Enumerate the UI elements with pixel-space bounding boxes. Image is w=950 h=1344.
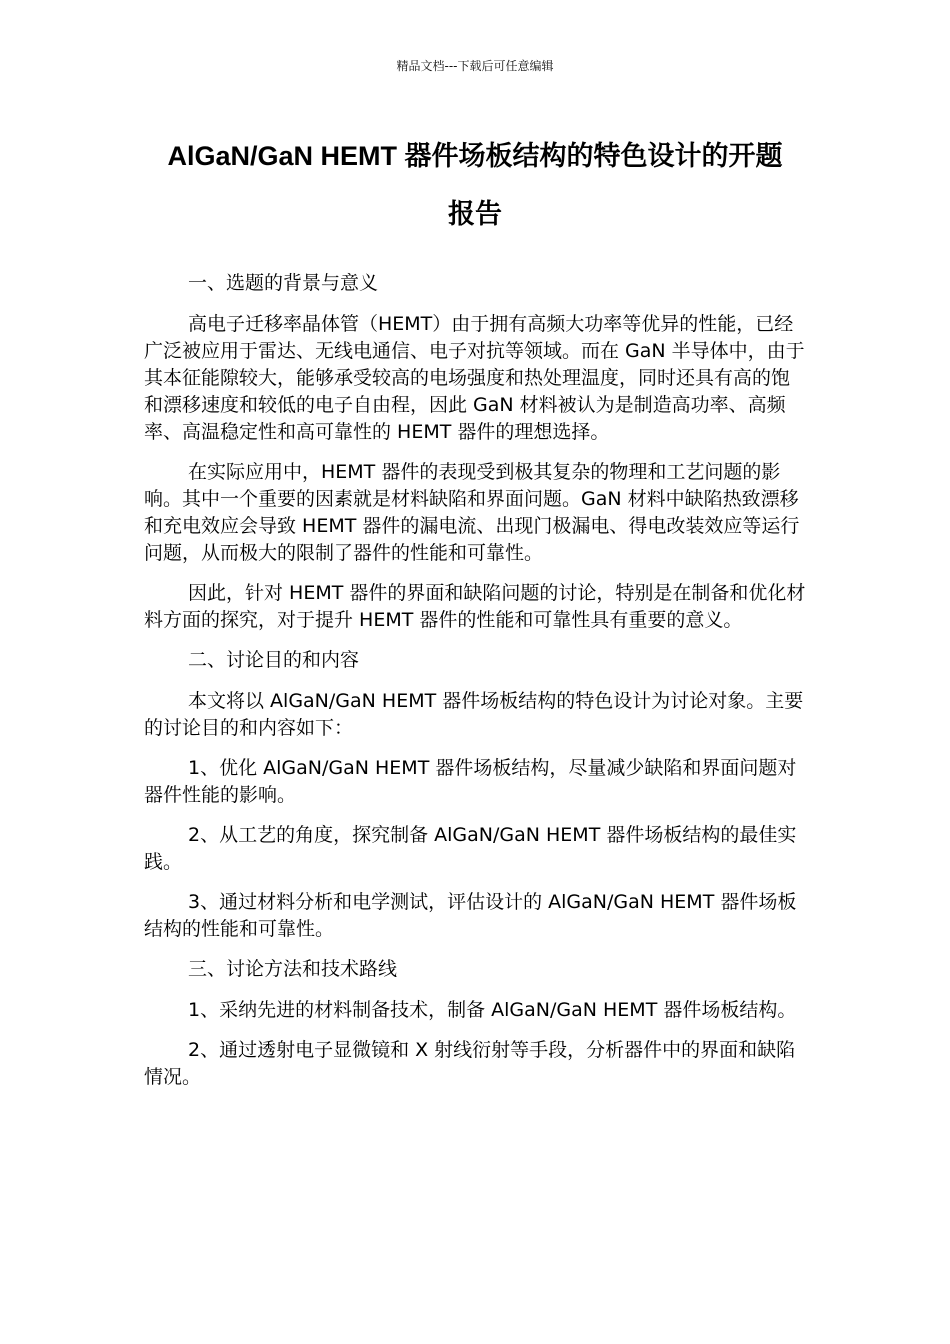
- list-item: 1、采纳先进的材料制备技术，制备 AlGaN/GaN HEMT 器件场板结构。: [188, 999, 797, 1021]
- document-body: [144, 270, 808, 1104]
- header-note: 精品文档---下载后可任意编辑: [396, 59, 554, 73]
- section-heading-objectives: 二、讨论目的和内容: [188, 649, 360, 671]
- paragraph: 本文将以 AlGaN/GaN HEMT 器件场板结构的特色设计为讨论对象。主要的讨论目的和内容如下：: [144, 690, 804, 739]
- list-item: 3、通过材料分析和电学测试，评估设计的 AlGaN/GaN HEMT 器件场板结构的性能和可靠性。: [144, 891, 797, 940]
- list-item: 2、通过透射电子显微镜和 X 射线衍射等手段，分析器件中的界面和缺陷情况。: [144, 1039, 796, 1088]
- paragraph: 高电子迁移率晶体管（HEMT）由于拥有高频大功率等优异的性能，已经广泛被应用于雷达、无线电通信、电子对抗等领域。而在 GaN 半导体中，由于其本征能隙较大，能够承受较高的电场强度和热处理温度，同时还具有高的饱和漂移速度和较低的电子自由程，因此 GaN 材料被认为是制造高功率、高频率、高温稳定性和高可靠性的 HEMT 器件的理想选择。: [144, 313, 805, 443]
- paragraph: 因此，针对 HEMT 器件的界面和缺陷问题的讨论，特别是在制备和优化材料方面的探究，对于提升 HEMT 器件的性能和可靠性具有重要的意义。: [144, 582, 806, 631]
- paragraph: 在实际应用中，HEMT 器件的表现受到极其复杂的物理和工艺问题的影响。其中一个重要的因素就是材料缺陷和界面问题。GaN 材料中缺陷热致漂移和充电效应会导致 HEMT 器件的漏电流、出现门极漏电、得电改装效应等运行问题，从而极大的限制了器件的性能和可靠性。: [144, 461, 800, 564]
- title-line-2: 报告: [448, 199, 502, 229]
- list-item: 1、优化 AlGaN/GaN HEMT 器件场板结构，尽量减少缺陷和界面问题对器件性能的影响。: [144, 757, 797, 806]
- list-item: 2、从工艺的角度，探究制备 AlGaN/GaN HEMT 器件场板结构的最佳实践。: [144, 824, 797, 873]
- title-line-1: AlGaN/GaN HEMT 器件场板结构的特色设计的开题: [167, 141, 783, 171]
- section-heading-methods: 三、讨论方法和技术路线: [188, 958, 398, 980]
- section-heading-background: 一、选题的背景与意义: [188, 272, 379, 294]
- document-title: [120, 134, 830, 236]
